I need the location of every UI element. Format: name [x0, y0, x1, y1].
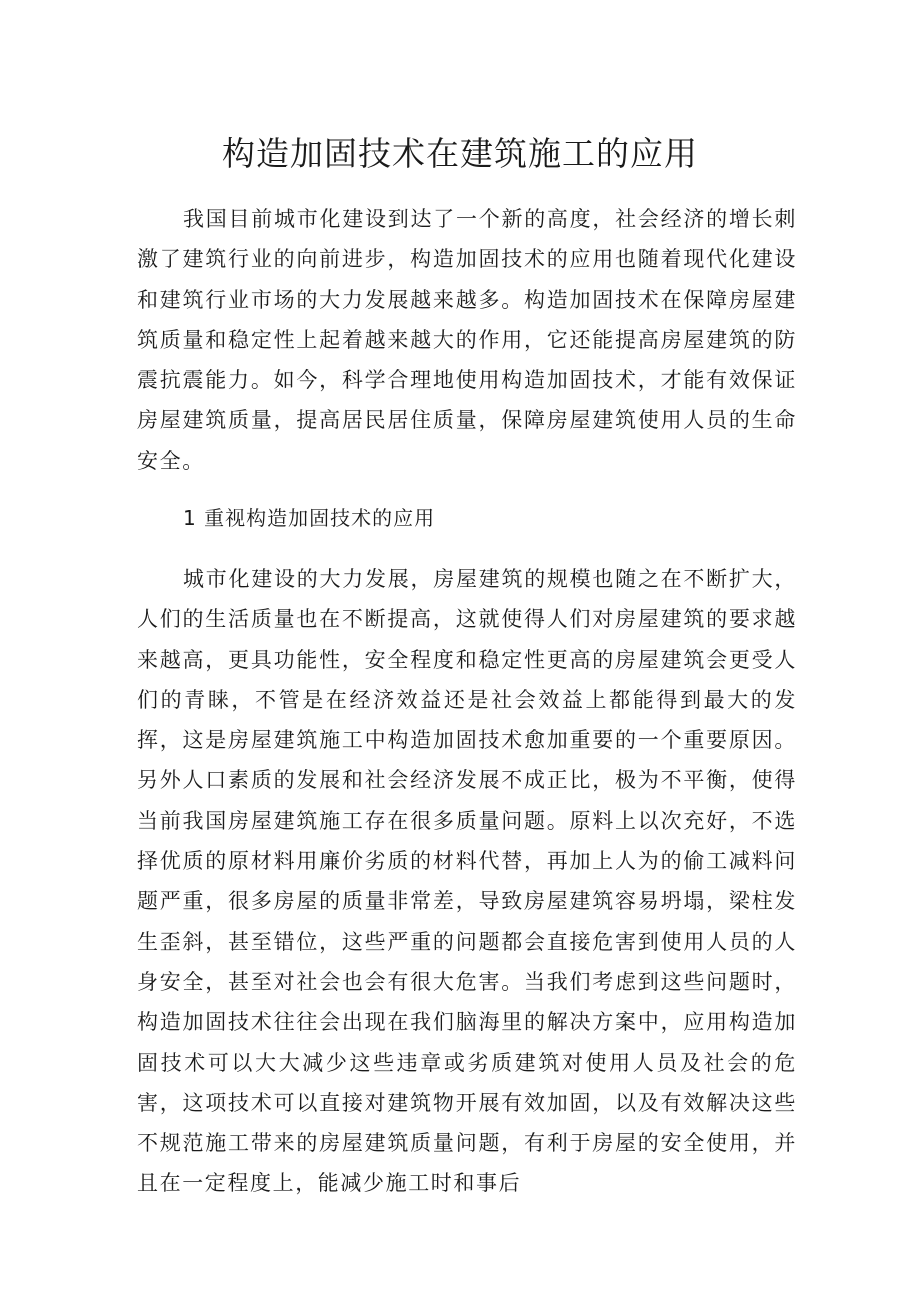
document-title: 构造加固技术在建筑施工的应用	[222, 134, 698, 173]
section-heading: 1 重视构造加固技术的应用	[183, 506, 436, 530]
paragraph-intro: 我国目前城市化建设到达了一个新的高度，社会经济的增长刺激了建筑行业的向前进步，构造加固技术的应用也随着现代化建设和建筑行业市场的大力发展越来越多。构造加固技术在保障房屋建筑质量和稳定性上起着越来越大的作用，它还能提高房屋建筑的防震抗震能力。如今，科学合理地使用构造加固技术，才能有效保证房屋建筑质量，提高居民居住质量，保障房屋建筑使用人员的生命安全。	[137, 207, 797, 473]
paragraph-body: 城市化建设的大力发展，房屋建筑的规模也随之在不断扩大，人们的生活质量也在不断提高，这就使得人们对房屋建筑的要求越来越高，更具功能性，安全程度和稳定性更高的房屋建筑会更受人们的青睐，不管是在经济效益还是社会效益上都能得到最大的发挥，这是房屋建筑施工中构造加固技术愈加重要的一个重要原因。另外人口素质的发展和社会经济发展不成正比，极为不平衡，使得当前我国房屋建筑施工存在很多质量问题。原料上以次充好，不选择优质的原材料用廉价劣质的材料代替，再加上人为的偷工减料问题严重，很多房屋的质量非常差，导致房屋建筑容易坍塌，梁柱发生歪斜，甚至错位，这些严重的问题都会直接危害到使用人员的人身安全，甚至对社会也会有很大危害。当我们考虑到这些问题时，构造加固技术往往会出现在我们脑海里的解决方案中，应用构造加固技术可以大大减少这些违章或劣质建筑对使用人员及社会的危害，这项技术可以直接对建筑物开展有效加固，以及有效解决这些不规范施工带来的房屋建筑质量问题，有利于房屋的安全使用，并且在一定程度上，能减少施工时和事后	[137, 567, 797, 1196]
